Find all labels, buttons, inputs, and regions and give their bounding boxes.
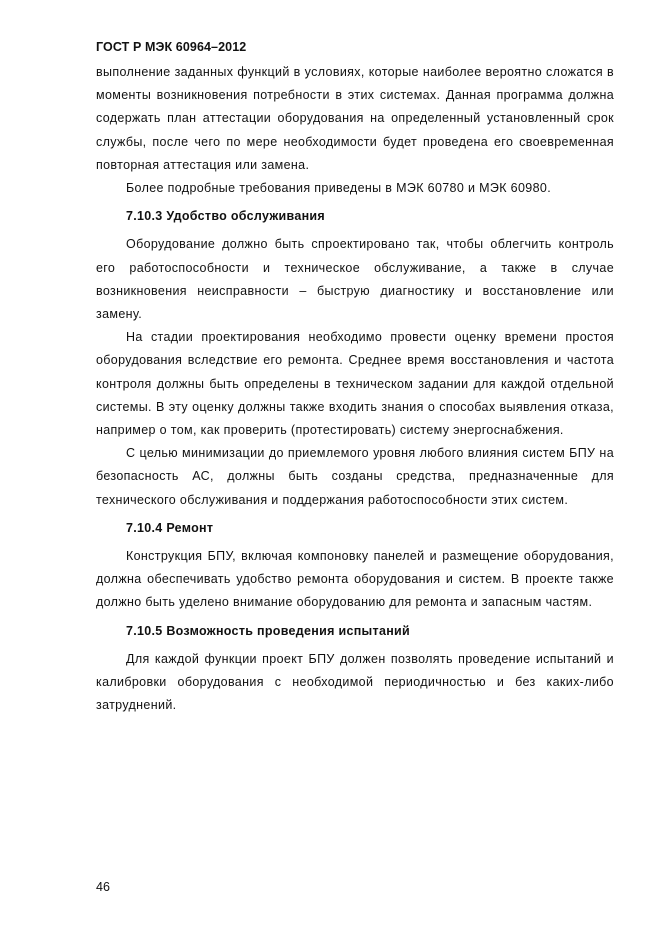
- page-number: 46: [96, 880, 110, 894]
- paragraph-7-10-3-1: Оборудование должно быть спроектировано так, чтобы облегчить контроль его работоспособности и техническое обслуживание, а также в случае возникновения неисправности – быструю диагностику и восстановление или замену.: [96, 237, 614, 322]
- document-code-header: ГОСТ Р МЭК 60964–2012: [96, 40, 247, 54]
- document-body: [96, 61, 614, 717]
- paragraph-reference: Более подробные требования приведены в МЭК 60780 и МЭК 60980.: [126, 181, 552, 196]
- paragraph-7-10-3-2: На стадии проектирования необходимо провести оценку времени простоя оборудования вследствие его ремонта. Среднее время восстановления и частота контроля должны быть определены в техническом задании для каждой отдельной системы. В эту оценку должны также входить знания о способах выявления отказа, например о том, как проверить (протестировать) систему энергоснабжения.: [96, 330, 614, 438]
- section-heading-7-10-3: 7.10.3 Удобство обслуживания: [126, 209, 326, 224]
- paragraph-7-10-4-1: Конструкция БПУ, включая компоновку панелей и размещение оборудования, должна обеспечивать удобство ремонта оборудования и систем. В проекте также должно быть уделено внимание оборудованию для ремонта и запасным частям.: [96, 549, 614, 610]
- section-heading-7-10-5: 7.10.5 Возможность проведения испытаний: [126, 623, 411, 638]
- paragraph-continuation: выполнение заданных функций в условиях, которые наиболее вероятно сложатся в моменты возникновения потребности в этих системах. Данная программа должна содержать план аттестации оборудования на определенный установленный срок службы, после чего по мере необходимости будет проведена его своевременная повторная аттестация или замена.: [96, 65, 614, 172]
- paragraph-7-10-3-3: С целью минимизации до приемлемого уровня любого влияния систем БПУ на безопасность АС, должны быть созданы средства, предназначенные для технического обслуживания и поддержания работоспособности этих систем.: [96, 446, 614, 507]
- paragraph-7-10-5-1: Для каждой функции проект БПУ должен позволять проведение испытаний и калибровки оборудования с необходимой периодичностью и без каких-либо затруднений.: [96, 651, 614, 713]
- section-heading-7-10-4: 7.10.4 Ремонт: [126, 520, 214, 535]
